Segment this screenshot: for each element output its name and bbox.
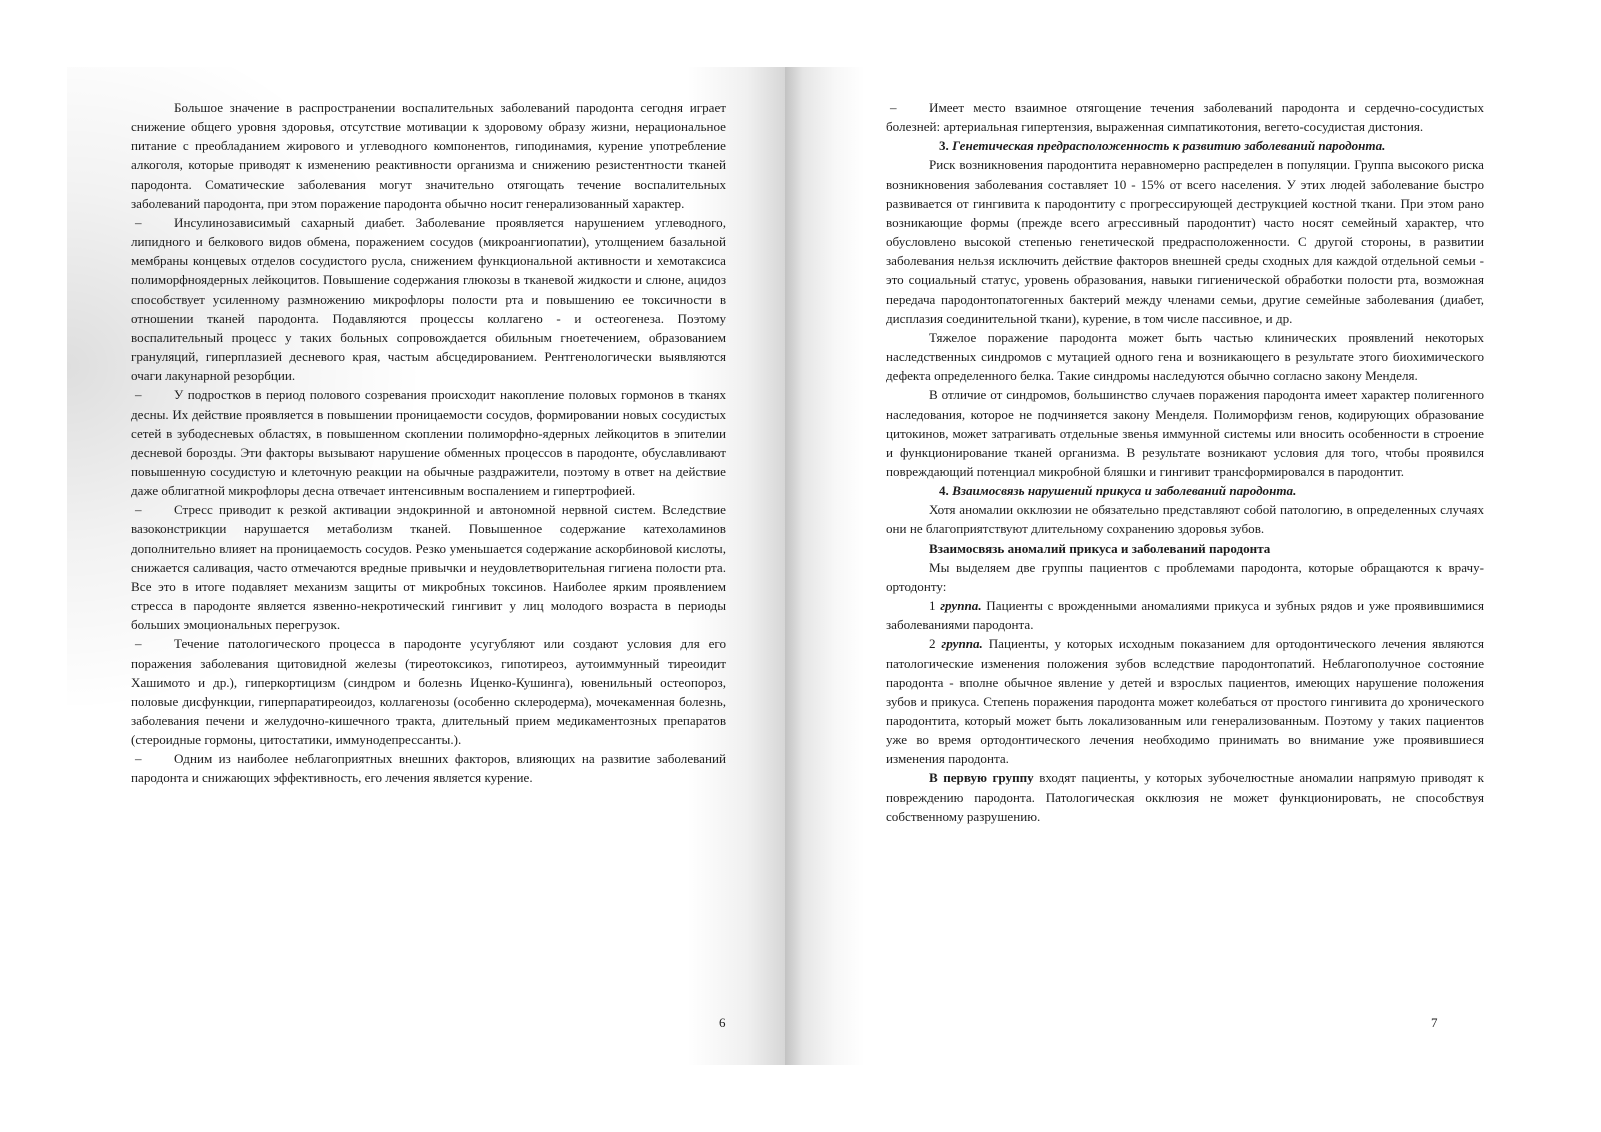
section-title: Взаимосвязь нарушений прикуса и заболеваний пародонта. <box>952 483 1297 499</box>
paragraph: У подростков в период полового созревания происходит накопление половых гормонов в тканях десны. Их действие проявляется в повышении проницаемости сосудов, формировании новых сосудистых сетей в зубодесневых областях, в повышенном скоплении полиморфно-ядерных лейкоцитов в эпителии десневой борозды. Эти факторы вызывают нарушение обменных процессов в пародонте, обуславливают повышенную сосудистую и клеточную реакции на обычные раздражители, поэтому в ответ на действие даже облигатной микрофлоры десна отвечает интенсивным воспалением и гипертрофией. <box>131 387 726 499</box>
list-item <box>131 213 726 385</box>
dash-marker: – <box>135 636 142 652</box>
paragraph: Имеет место взаимное отягощение течения заболеваний пародонта и сердечно-сосудистых болезней: артериальная гипертензия, выраженная симпатикотония, вегето-сосудистая дистония. <box>886 100 1484 135</box>
paragraph: Хотя аномалии окклюзии не обязательно представляют собой патологию, в определенных случаях они не благоприятствуют длительному сохранению здоровья зубов. <box>886 502 1484 537</box>
group-text: Пациенты с врожденными аномалиями прикуса и зубных рядов и уже проявившимися заболеваниями пародонта. <box>886 598 1484 633</box>
page-number: 6 <box>719 1015 726 1030</box>
dash-marker: – <box>135 751 142 767</box>
dash-marker: – <box>890 100 897 115</box>
section-title: Генетическая предрасположенность к развитию заболеваний пародонта. <box>952 138 1386 154</box>
dash-marker: – <box>135 214 142 230</box>
paragraph: Риск возникновения пародонтита неравномерно распределен в популяции. Группа высокого риска возникновения заболевания составляет 10 - 15% от всего населения. У этих людей заболевание быстро развивается от гингивита к пародонтиту с прогрессирующей деструкцией костной ткани. При этом рано возникающие формы (прежде всего агрессивный пародонтит) часто носят семейный характер, что обусловлено высокой степенью генетической предрасположенности. С другой стороны, в развитии заболевания нельзя исключить действие факторов внешней среды сходных для каждой отдельной семьи - это социальный статус, уровень образования, навыки гигиенической обработки полости рта, возможная передача пародонтопатогенных бактерий между членами семьи, другие семейные заболевания (диабет, дисплазия соединительной ткани), курение, в том числе пассивное, и др. <box>886 157 1484 326</box>
list-item <box>886 98 1484 136</box>
paragraph: Течение патологического процесса в пародонте усугубляют или создают условия для его поражения заболевания щитовидной железы (тиреотоксикоз, гипотиреоз, аутоиммунный тиреоидит Хашимото и др.), гиперкортицизм (синдром и болезнь Иценко-Кушинга), ювенильный остеопороз, половые дисфункции, гиперпаратиреоидоз, коллагенозы (особенно склеродерма), мочекаменная болезнь, заболевания печени и желудочно-кишечного тракта, длительный прием медикаментозных препаратов (стероидные гормоны, цитостатики, иммунодепрессанты.). <box>131 636 726 748</box>
list-item <box>131 749 726 787</box>
paragraph-text: входят пациенты, у которых зубочелюстные аномалии напрямую приводят к повреждению пародонта. Патологическая окклюзия не может функционировать, не способствуя собственному разрушению. <box>886 770 1484 824</box>
subheading: Взаимосвязь аномалий прикуса и заболеваний пародонта <box>929 540 1271 556</box>
group-text: Пациенты, у которых исходным показанием для ортодонтического лечения являются патологические изменения положения зубов вследствие пародонтопатий. Неблагополучное состояние пародонта - вполне обычное явление у детей и взрослых пациентов, имеющих нарушение положения зубов и прикуса. Степень поражения пародонта может колебаться от простого гингивита до хронического пародонтита, который может быть локализованным или генерализованным. Поэтому у таких пациентов уже во время ортодонтического лечения необходимо принимать во внимание уже проявившиеся изменения пародонта. <box>886 636 1484 767</box>
right-page <box>785 67 1502 1065</box>
right-page-text <box>886 98 1484 826</box>
group-number: 2 <box>929 636 936 652</box>
paragraph: Инсулинозависимый сахарный диабет. Заболевание проявляется нарушением углеводного, липидного и белкового видов обмена, поражением сосудов (микроангиопатии), утолщением базальной мембраны концевых отделов сосудистого русла, снижением функциональной активности и хемотаксиса полиморфноядерных лейкоцитов. Повышение содержания глюкозы в тканевой жидкости и слюне, ацидоз способствует усиленному размножению микрофлоры полости рта и повышению ее токсичности в отношении тканей пародонта. Подавляются процессы коллагено - и остеогенеза. Поэтому воспалительный процесс у таких больных сопровождается обильным гноетечением, образованием грануляций, гиперплазией десневого края, частым абсцедированием. Рентгенологически выявляются очаги лакунарной резорбции. <box>131 214 726 384</box>
dash-marker: – <box>135 387 142 403</box>
paragraph: В отличие от синдромов, большинство случаев поражения пародонта имеет характер полигенного наследования, которое не подчиняется закону Менделя. Полиморфизм генов, кодирующих образование цитокинов, может затрагивать отдельные звенья иммунной системы или вносить особенности в строение и функционирование тканей организма. В результате возникают условия для того, чтобы проявился повреждающий потенциал микробной бляшки и гингивит трансформировался в пародонтит. <box>886 387 1484 479</box>
book-spread <box>67 67 1502 1065</box>
paragraph: Большое значение в распространении воспалительных заболеваний пародонта сегодня играет снижение общего уровня здоровья, отсутствие мотивации к здоровому образу жизни, нерациональное питание с преобладанием жирового и углеводного компонентов, гиподинамия, курение употребление алкоголя, которые приводят к изменению реактивности организма и снижению резистентности тканей пародонта. Соматические заболевания могут значительно отягощать течение воспалительных заболеваний пародонта, при этом поражение пародонта обычно носит генерализованный характер. <box>131 100 726 211</box>
list-item <box>131 634 726 749</box>
list-item <box>131 385 726 500</box>
page-number: 7 <box>1431 1015 1438 1030</box>
group-label: группа. <box>941 636 983 652</box>
paragraph: Мы выделяем две группы пациентов с проблемами пародонта, которые обращаются к врачу-ортодонту: <box>886 559 1484 594</box>
section-heading <box>886 136 1484 155</box>
group-item <box>886 634 1484 768</box>
paragraph: Стресс приводит к резкой активации эндокринной и автономной нервной систем. Вследствие вазоконстрикции нарушается метаболизм тканей. Повышенное содержание катехоламинов дополнительно влияет на проницаемость сосудов. Резко уменьшается содержание аскорбиновой кислоты, снижается саливация, часто отмечаются вредные привычки и неудовлетворительная гигиена полости рта. Все это в итоге подавляет механизм защиты от микробных токсинов. Наиболее ярким проявлением стресса в пародонте является язвенно-некротический гингивит у лиц молодого возраста в периоды больших эмоциональных перегрузок. <box>131 502 726 633</box>
left-page <box>67 67 785 1065</box>
group-item <box>886 596 1484 634</box>
paragraph <box>886 768 1484 825</box>
paragraph: Одним из наиболее неблагоприятных внешних факторов, влияющих на развитие заболеваний пародонта и снижающих эффективность, его лечения является курение. <box>131 751 726 786</box>
section-number: 4. <box>939 483 949 499</box>
dash-marker: – <box>135 502 142 518</box>
list-item <box>131 500 726 634</box>
emphasis: В первую группу <box>929 770 1034 786</box>
paragraph: Тяжелое поражение пародонта может быть частью клинических проявлений некоторых наследственных синдромов с мутацией одного гена и возникающего в результате этого биохимического дефекта определенного белка. Такие синдромы наследуются обычно согласно закону Менделя. <box>886 329 1484 384</box>
group-number: 1 <box>929 598 936 614</box>
section-heading <box>886 481 1484 500</box>
group-label: группа. <box>940 598 982 614</box>
left-page-text <box>131 98 726 788</box>
section-number: 3. <box>939 138 949 154</box>
